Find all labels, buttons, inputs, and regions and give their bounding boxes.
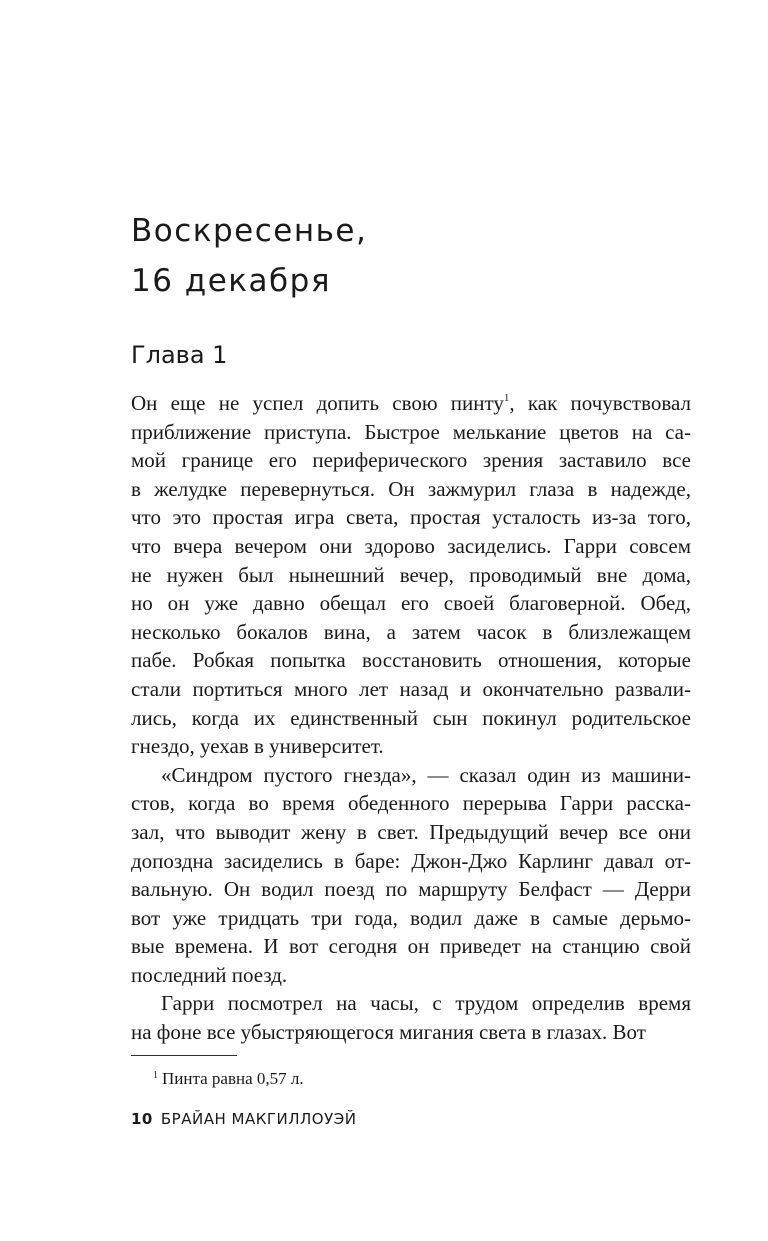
footnote-ref: 1 [503,392,510,404]
text-line: вальную. Он водил поезд по маршруту Белфаст — Дерри [131,877,691,902]
text-fragment: , как почувствовал [509,391,691,415]
footnote-number: 1 [153,1070,158,1081]
page-number: 10 [131,1110,153,1128]
text-fragment: Он еще не успел допить свою пинту [131,391,504,415]
paragraph [131,989,691,1046]
text-line: приближение приступа. Быстрое мелькание цветов на са- [131,419,691,444]
section-heading [131,206,691,306]
text-line: не нужен был нынешний вечер, проводимый вне дома, [131,562,691,587]
text-line: последний поезд. [131,962,288,987]
text-line: стали портиться много лет назад и окончательно развали- [131,676,691,701]
text-line: вот уже тридцать три года, водил даже в самые дерьмо- [131,905,691,930]
paragraph [131,389,691,761]
heading-day: Воскресенье, [131,213,368,249]
text-line: пабе. Робкая попытка восстановить отношения, которые [131,648,691,673]
heading-date: 16 декабря [131,263,331,299]
text-line [131,389,691,418]
text-line: что это простая игра света, простая усталость из-за того, [131,505,691,530]
text-line: лись, когда их единственный сын покинул родительское [131,705,691,730]
text-line: но он уже давно обещал его своей благоверной. Обед, [131,591,691,616]
text-line: зал, что выводит жену в свет. Предыдущий вечер все они [131,819,691,844]
running-footer [131,1108,356,1130]
footnote [153,1064,304,1091]
text-line: Гарри посмотрел на часы, с трудом определив время [161,991,691,1016]
text-line: вые времена. И вот сегодня он приведет на станцию свой [131,934,691,959]
text-line: стов, когда во время обеденного перерыва Гарри расска- [131,791,691,816]
text-line: допоздна засиделись в баре: Джон-Джо Карлинг давал от- [131,848,691,873]
text-line: в желудке перевернуться. Он зажмурил глаза в надежде, [131,476,691,501]
text-line: гнездо, уехав в университет. [131,734,384,759]
footnote-divider [131,1055,237,1056]
text-line: на фоне все убыстряющегося мигания света в глазах. Вот [131,1020,646,1045]
paragraph [131,761,691,990]
chapter-title: Глава 1 [131,341,228,369]
text-line: что вчера вечером они здорово засиделись. Гарри совсем [131,533,691,558]
running-author: БРАЙАН МАКГИЛЛОУЭЙ [160,1110,357,1128]
text-line: несколько бокалов вина, а затем часок в близлежащем [131,619,691,644]
footnote-text: Пинта равна 0,57 л. [162,1069,304,1088]
text-line: «Синдром пустого гнезда», — сказал один из машини- [161,762,691,787]
text-line: мой границе его периферического зрения заставило все [131,448,691,473]
body-text [131,389,691,1047]
